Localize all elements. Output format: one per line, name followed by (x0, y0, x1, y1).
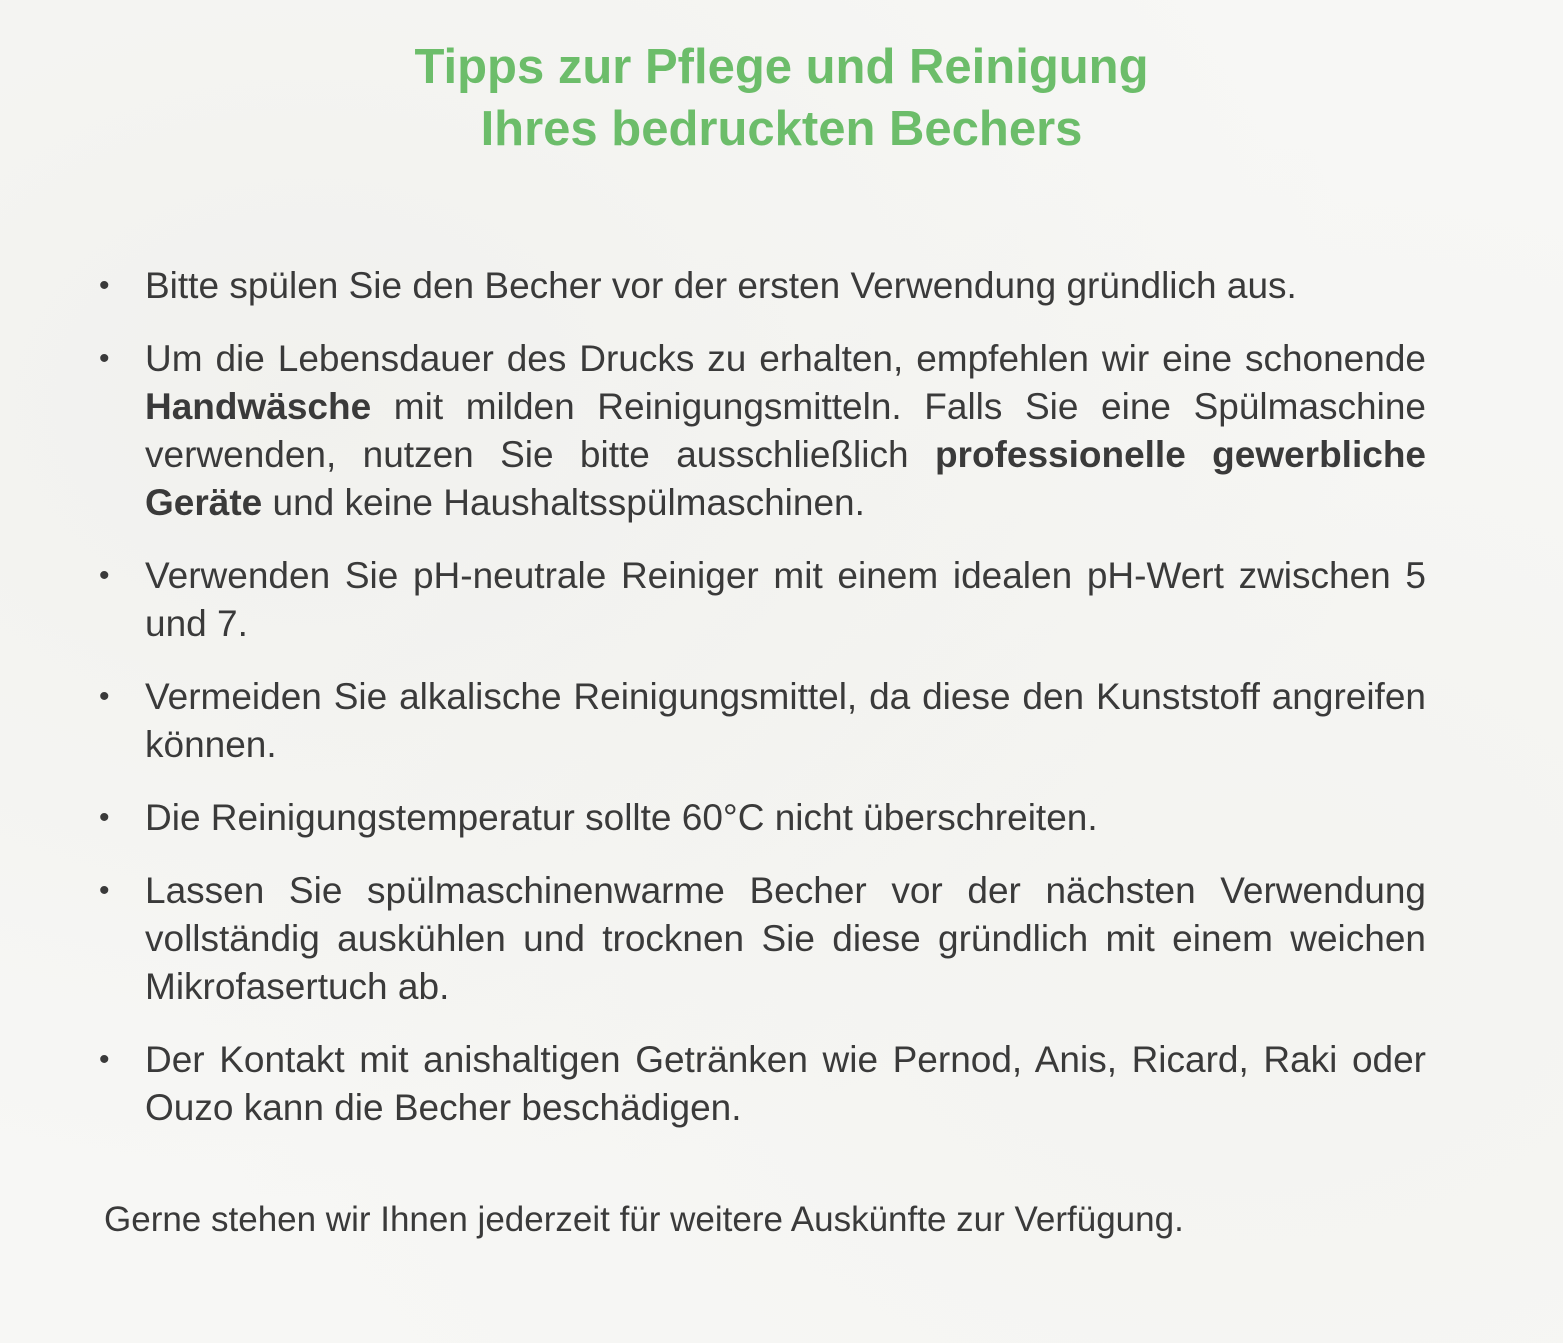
item-text: Der Kontakt mit anishaltigen Getränken wie Pernod, Anis, Ricard, Raki oder Ouzo kann die Becher beschädigen. (145, 1039, 1426, 1128)
item-text: Um die Lebensdauer des Drucks zu erhalten, empfehlen wir eine schonende (145, 338, 1426, 379)
item-emphasis-professional: professionelle gewerbliche Geräte (145, 434, 1426, 523)
item-text: Verwenden Sie pH-neutrale Reiniger mit einem idealen pH-Wert zwischen 5 und 7. (145, 555, 1426, 644)
item-text: mit milden Reinigungsmitteln. Falls Sie eine Spülmaschine verwenden, nutzen Sie bitte ausschließlich (145, 386, 1426, 475)
bullet-icon: • (99, 559, 110, 592)
bullet-icon: • (99, 269, 110, 302)
page-title (0, 36, 1563, 160)
bullet-icon: • (99, 1043, 110, 1076)
list-item-rinse (96, 262, 1426, 310)
item-text: Die Reinigungstemperatur sollte 60°C nicht überschreiten. (145, 797, 1098, 838)
item-text: Vermeiden Sie alkalische Reinigungsmittel, da diese den Kunststoff angreifen können. (145, 676, 1426, 765)
bullet-icon: • (99, 801, 110, 834)
list-item-anise (96, 1036, 1426, 1132)
list-item-cooling (96, 867, 1426, 1011)
title-line-1: Tipps zur Pflege und Reinigung (414, 40, 1149, 94)
list-item-handwash (96, 335, 1426, 527)
item-text: und keine Haushaltsspülmaschinen. (262, 482, 865, 523)
bullet-icon: • (99, 874, 110, 907)
list-item-temperature (96, 794, 1426, 842)
item-emphasis-handwash: Handwäsche (145, 386, 372, 427)
item-text: Lassen Sie spülmaschinenwarme Becher vor der nächsten Verwendung vollständig auskühlen und trocknen Sie diese gründlich mit einem weichen Mikrofasertuch ab. (145, 870, 1426, 1007)
bullet-icon: • (99, 342, 110, 375)
bullet-icon: • (99, 680, 110, 713)
list-item-alkaline (96, 673, 1426, 769)
item-text: Bitte spülen Sie den Becher vor der ersten Verwendung gründlich aus. (145, 265, 1297, 306)
footer-note: Gerne stehen wir Ihnen jederzeit für weitere Auskünfte zur Verfügung. (104, 1200, 1184, 1239)
list-item-ph-neutral (96, 552, 1426, 648)
title-line-2: Ihres bedruckten Bechers (480, 102, 1083, 156)
care-tips-list (96, 262, 1426, 1157)
